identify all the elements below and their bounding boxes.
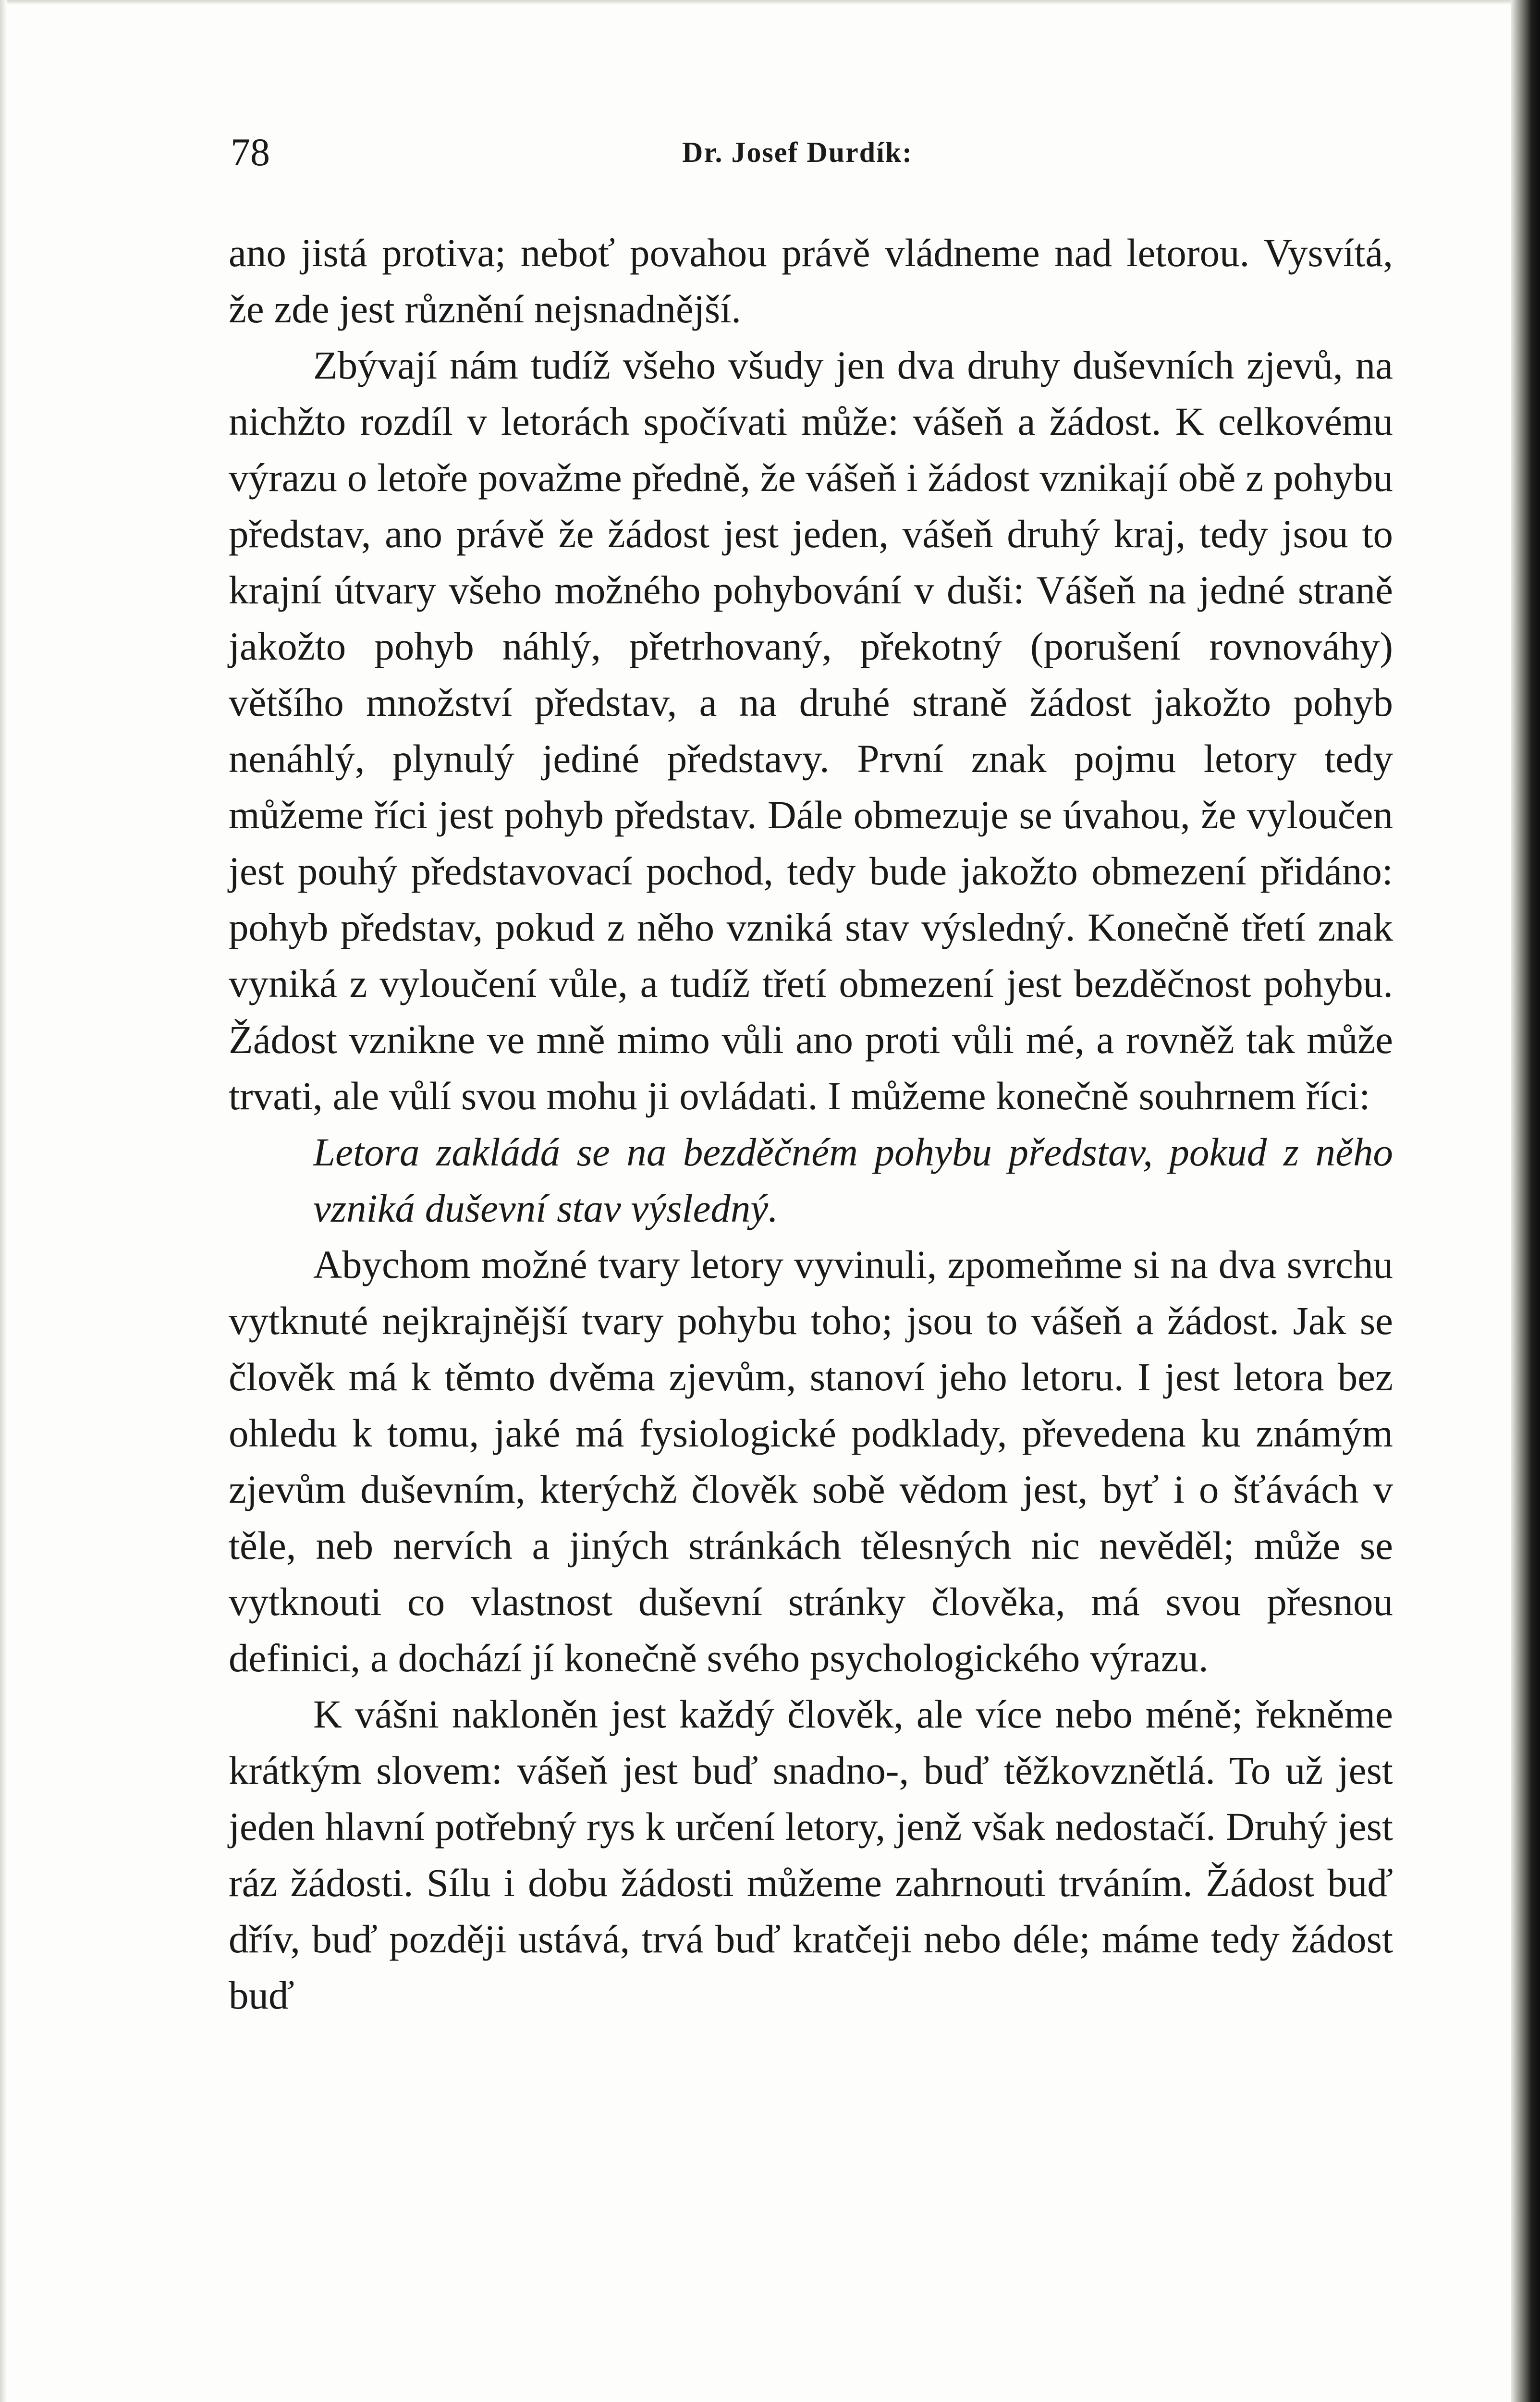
paragraph: Zbývají nám tudíž všeho všudy jen dva druhy duševních zjevů, na nichžto rozdíl v letorách spočívati může: vášeň a žádost. K celkovému výrazu o letoře považme předně, že vášeň i žádost vznikají obě z pohybu představ, ano právě že žádost jest jeden, vášeň druhý kraj, tedy jsou to krajní útvary všeho možného pohybování v duši: Vášeň na jedné straně jakožto pohyb náhlý, přetrhovaný, překotný (porušení rovnováhy) většího množství představ, a na druhé straně žádost jakožto pohyb nenáhlý, plynulý jediné představy. První znak pojmu letory tedy můžeme říci jest pohyb představ. Dále obmezuje se úvahou, že vyloučen jest pouhý představovací pochod, tedy bude jakožto obmezení přidáno: pohyb představ, pokud z něho vzniká stav výsledný. Konečně třetí znak vyniká z vyloučení vůle, a tudíž třetí obmezení jest bezděčnost pohybu. Žádost vznikne ve mně mimo vůli ano proti vůli mé, a rovněž tak může trvati, ale vůlí svou mohu ji ovládati. I můžeme konečně souhrnem říci: [229, 343, 1393, 1118]
page-header [231, 126, 1393, 179]
scan-edge-top [0, 0, 1540, 5]
body-text [229, 225, 1393, 2023]
running-head: Dr. Josef Durdík: [682, 136, 913, 168]
paragraph: Abychom možné tvary letory vyvinuli, zpomeňme si na dva svrchu vytknuté nejkrajnější tvary pohybu toho; jsou to vášeň a žádost. Jak se člověk má k těmto dvěma zjevům, stanoví jeho letoru. I jest letora bez ohledu k tomu, jaké má fysiologické podklady, převedena ku známým zjevům duševním, kterýchž člověk sobě vědom jest, byť i o šťávách v těle, neb nervích a jiných stránkách tělesných nic nevěděl; může se vytknouti co vlastnost duševní stránky člověka, má svou přesnou definici, a dochází jí konečně svého psychologického výrazu. [229, 1242, 1393, 1680]
page-number: 78 [231, 130, 270, 174]
scan-edge-right [1511, 0, 1540, 2402]
paragraph-continuation: ano jistá protiva; neboť povahou právě vládneme nad letorou. Vysvítá, že zde jest různění nejsnadnější. [229, 231, 1393, 331]
scan-edge-left [0, 0, 7, 2402]
definition-quote: Letora zakládá se na bezděčném pohybu představ, pokud z něho vzniká duševní stav výsledný. [313, 1130, 1393, 1230]
paragraph: K vášni nakloněn jest každý člověk, ale více nebo méně; řekněme krátkým slovem: vášeň jest buď snadno-, buď těžkovznětlá. To už jest jeden hlavní potřebný rys k určení letory, jenž však nedostačí. Druhý jest ráz žádosti. Sílu i dobu žádosti můžeme zahrnouti trváním. Žádost buď dřív, buď později ustává, trvá buď kratčeji nebo déle; máme tedy žádost buď [229, 1692, 1393, 2017]
